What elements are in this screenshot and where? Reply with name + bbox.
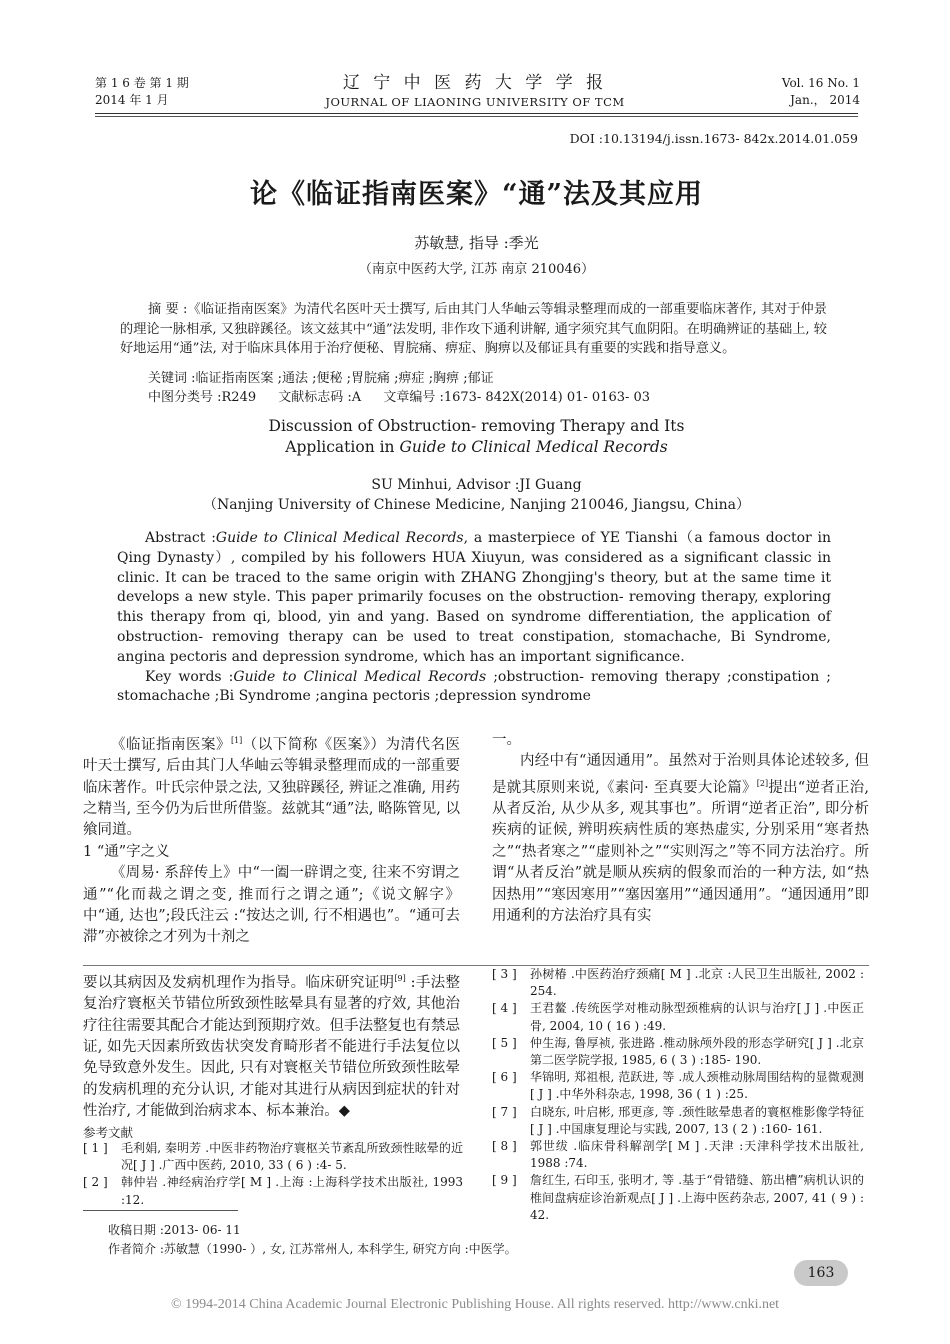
article-title: 论《临证指南医案》“通”法及其应用	[249, 179, 704, 210]
english-title-line2: Application in	[285, 438, 400, 456]
citation-2: [2]	[756, 778, 769, 788]
doi: DOI :10.13194/j.issn.1673- 842x.2014.01.059	[569, 131, 858, 146]
reference-item: [ 2 ] 韩仲岩 .神经病治疗学[ M ] .上海 :上海科学技术出版社, 1993 :12.	[83, 1175, 463, 1207]
reference-item: [ 9 ] 詹红生, 石印玉, 张明才, 等 .基于“骨错缝、筋出槽”病机认识的椎间盘病症诊治新观点[ J ] .上海中医药杂志, 2007, 41 ( 9 ) : 42.	[492, 1173, 864, 1222]
author-bio: 作者简介 :苏敏慧（1990- ）, 女, 江苏常州人, 本科学生, 研究方向 :中医学。	[108, 1242, 517, 1256]
citation-9: [9]	[394, 974, 406, 983]
lower-paragraph-cont: :手法整复治疗寰枢关节错位所致颈性眩晕具有显著的疗效, 其他治疗往往需要其配合才能达到预期疗效。但手法整复也有禁忌证, 如先天因素所致齿状突发育畸形者不能进行手法复位以免导致意外发生。因此, 只有对寰枢关节错位所致颈性眩晕的发病机理的充分认识, 才能对其进行从病因到症状的针对性治疗, 才能做到治病求本、标本兼治。◆	[83, 974, 461, 1120]
lower-left-column	[83, 968, 460, 1123]
page-number: 163	[794, 1260, 848, 1286]
body-paragraph-2: 《周易· 系辞传上》中“一阖一辟谓之变, 往来不穷谓之通”“化而裁之谓之变, 推而行之谓之通”;《说文解字》中“通, 达也”;段氏注云 :“按达之训, 行不相遇也”。“通可去滞”亦被徐之才列为十剂之	[83, 865, 460, 946]
journal-name-cn: 辽 宁 中 医 药 大 学 学 报	[342, 73, 608, 93]
issue-date-en: Jan.， 2014	[790, 93, 860, 107]
body-paragraph-1: 《临证指南医案》	[111, 736, 231, 753]
reference-item: [ 6 ] 华锦明, 郑祖根, 范跃进, 等 .成人颈椎动脉周围结构的显微观测[ J ] .中华外科杂志, 1998, 36 ( 1 ) :25.	[492, 1070, 864, 1102]
section-heading-1: 1 “通”字之义	[83, 843, 170, 860]
keywords-book-title: Guide to Clinical Medical Records	[233, 668, 487, 685]
article-meta	[148, 369, 668, 407]
reference-item: [ 4 ] 王君鳌 .传统医学对椎动脉型颈椎病的认识与治疗[ J ] .中医正骨, 2004, 10 ( 16 ) :49.	[492, 1001, 864, 1033]
abstract-cn	[120, 300, 827, 359]
body-paragraph-3: 内经中有“通因通用”。虽然对于治则具体论述较多, 但是就其原则来说,《素问· 至真要大论篇》	[492, 753, 869, 796]
received-date: 收稿日期 :2013- 06- 11	[108, 1223, 241, 1237]
footnote-rule	[83, 1210, 238, 1211]
english-title-line1: Discussion of Obstruction- removing Therapy and Its	[268, 417, 685, 435]
body-paragraph-1-cont: （以下简称《医案》）为清代名医叶天士撰写, 后由其门人华岫云等辑录整理而成的一部重要临床著作。叶氏宗仲景之法, 又独辟蹊径, 辨证之准确, 用药之精当, 至今仍为后世所借鉴。兹就其“通”法, 略陈管见, 以飨同道。	[83, 736, 461, 839]
english-affiliation: （Nanjing University of Chinese Medicine, Nanjing 210046, Jiangsu, China）	[202, 497, 751, 513]
clc-number: 中图分类号 :R249	[148, 390, 257, 405]
header-rule-thin	[95, 116, 858, 117]
footnote	[108, 1221, 517, 1259]
journal-issue-info-en	[700, 75, 860, 109]
keywords-cn: 关键词 :临证指南医案 ;通法 ;便秘 ;胃脘痛 ;痹症 ;胸痹 ;郁证	[148, 371, 494, 386]
reference-item: [ 7 ] 白晓东, 叶启彬, 邢更彦, 等 .颈性眩晕患者的寰枢椎影像学特征[ J ] .中国康复理论与实践, 2007, 13 ( 2 ) :160- 161.	[492, 1104, 864, 1136]
abstract-cn-text: 摘 要 :《临证指南医案》为清代名医叶天士撰写, 后由其门人华岫云等辑录整理而成的一部重要临床著作, 其对于仲景的理论一脉相承, 又独辟蹊径。该文兹其中“通”法发明, 非作攻下通利讲解, 通字须究其气血阴阳。在明确辨证的基础上, 较好地运用“通”法, 对于临床具体用于治疗便秘、胃脘痛、痹症、胸痹以及郁证具有重要的实践和指导意义。	[120, 302, 827, 356]
body-paragraph-3-cont: 提出“逆者正治, 从者反治, 从少从多, 观其事也”。所谓“逆者正治”, 即分析疾病的证候, 辨明疾病性质的寒热虚实, 分别采用“寒者热之”“热者寒之”“虚则补之”“实则泻之”等不同方法治疗。所谓“从者反治”就是顺从疾病的假象而治的一种方法, 如“热因热用”“寒因寒用”“塞因塞用”“通因通用”。“通因通用”即用通利的方法治疗具有实	[492, 779, 869, 925]
abstract-book-title: Guide to Clinical Medical Records	[215, 530, 464, 546]
references-left	[83, 1140, 463, 1209]
body-paragraph-0: 一。	[492, 732, 521, 748]
abstract-label: Abstract :	[145, 530, 216, 546]
body-left-column	[83, 730, 460, 949]
affiliation: （南京中医药大学, 江苏 南京 210046）	[358, 262, 595, 277]
article-number: 文章编号 :1673- 842X(2014) 01- 0163- 03	[383, 390, 651, 405]
header-rule	[95, 113, 858, 114]
keywords-en-text: ;obstruction- removing therapy ;constipation ; stomachache ;Bi Syndrome ;angina pectoris ;depression syndrome	[117, 668, 831, 705]
english-authors	[95, 475, 858, 515]
keywords-label: Key words :	[145, 668, 234, 685]
journal-name	[300, 72, 650, 110]
volume-issue: 第 1 6 卷 第 1 期	[95, 76, 189, 90]
issue-date: 2014 年 1 月	[95, 93, 169, 107]
reference-item: [ 3 ] 孙树椿 .中医药治疗颈痛[ M ] .北京 :人民卫生出版社, 2002 : 254.	[492, 967, 864, 999]
english-abstract	[117, 529, 831, 707]
english-title	[95, 416, 858, 458]
copyright-notice: © 1994-2014 China Academic Journal Electronic Publishing House. All rights reserved. http://www.cnki.net	[170, 1297, 780, 1312]
references-heading: 参考文献	[83, 1125, 134, 1140]
abstract-en-text: , a masterpiece of YE Tianshi（a famous doctor in Qing Dynasty）, compiled by his followers HUA Xiuyun, was considered as a significant classic in clinic. It can be traced to the same origin with ZHANG Zhongjing's theory, but at the same time it develops a new style. This paper primarily focuses on the obstruction- removing therapy, exploring this therapy from qi, blood, yin and yang. Based on syndrome differentiation, the application of obstruction- removing therapy can be used to treat constipation, stomachache, Bi Syndrome, angina pectoris and depression syndrome, which has an important significance.	[117, 530, 832, 665]
volume-issue-en: Vol. 16 No. 1	[781, 76, 860, 90]
reference-item: [ 8 ] 郭世绂 .临床骨科解剖学[ M ] .天津 :天津科学技术出版社, 1988 :74.	[492, 1139, 864, 1171]
document-code: 文献标志码 :A	[278, 390, 362, 405]
references-right	[492, 966, 864, 1224]
reference-item: [ 5 ] 仲生海, 鲁厚祯, 张进路 .椎动脉颅外段的形态学研究[ J ] .北京第二医学院学报, 1985, 6 ( 3 ) :185- 190.	[492, 1035, 864, 1068]
citation-1: [1]	[230, 736, 243, 745]
english-title-book: Guide to Clinical Medical Records	[399, 438, 668, 456]
reference-item: [ 1 ] 毛利娟, 秦明芳 .中医非药物治疗寰枢关节紊乱所致颈性眩晕的近况[ J ] .广西中医药, 2010, 33 ( 6 ) :4- 5.	[83, 1141, 463, 1173]
body-right-column	[492, 730, 869, 927]
journal-name-en: JOURNAL OF LIAONING UNIVERSITY OF TCM	[325, 95, 625, 109]
english-author-names: SU Minhui, Advisor :JI Guang	[371, 477, 582, 493]
lower-paragraph: 要以其病因及发病机理作为指导。临床研究证明	[83, 974, 395, 991]
authors: 苏敏慧, 指导 :季光	[414, 234, 539, 252]
journal-issue-info	[95, 75, 189, 109]
